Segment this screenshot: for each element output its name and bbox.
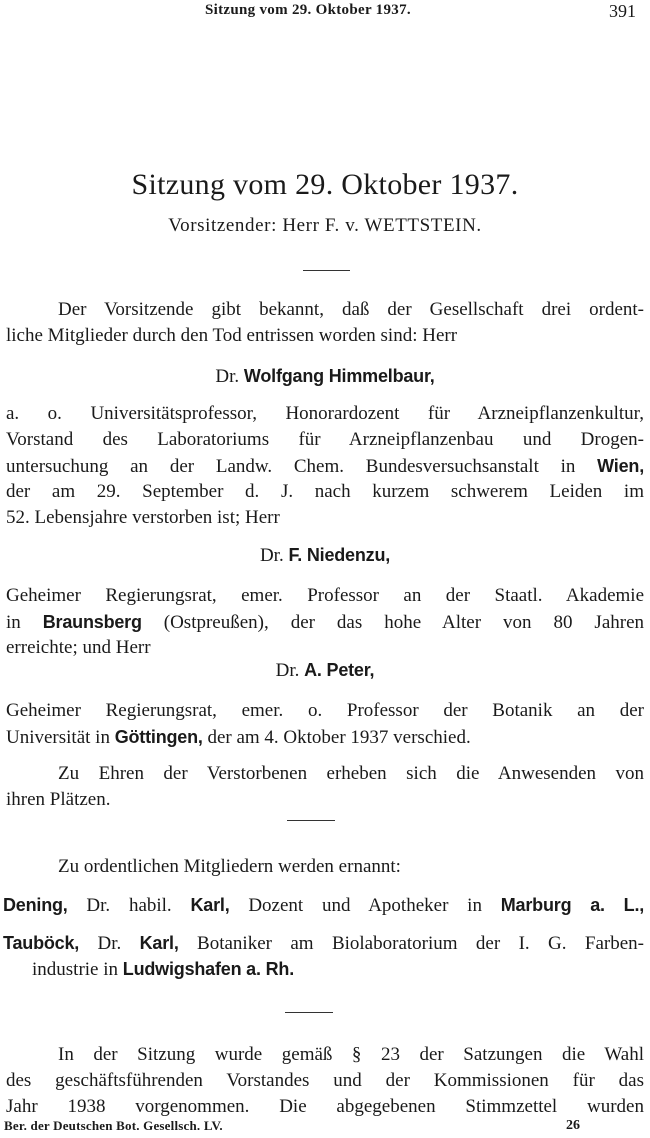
honor-line: Zu Ehren der Verstorbenen erheben sich die Anwesenden von [58,763,644,784]
member-entry: Dening, Dr. habil. Karl, Dozent und Apotheker in Marburg a. L., [3,895,645,916]
member-entry-continuation: industrie in Ludwigshafen a. Rh. [32,959,294,980]
election-line: Jahr 1938 vorgenommen. Die abgegebenen Stimmzettel wurden [6,1096,644,1117]
election-line: In der Sitzung wurde gemäß § 23 der Satzungen die Wahl [58,1044,644,1065]
announcement-line: liche Mitglieder durch den Tod entrissen worden sind: Herr [6,325,458,346]
obituary-line: in Braunsberg (Ostpreußen), der das hohe Alter von 80 Jahren [6,612,645,633]
obituary-line: Geheimer Regierungsrat, emer. Professor an der Staatl. Akademie [6,585,644,606]
obituary-line: Universität in Göttingen, der am 4. Oktober 1937 verschied. [6,727,471,748]
journal-footer: Ber. der Deutschen Bot. Gesellsch. LV. [4,1118,223,1133]
obituary-line: der am 29. September d. J. nach kurzem schwerem Leiden im [6,481,644,502]
chair-line: Vorsitzender: Herr F. v. WETTSTEIN. [168,215,482,236]
page-number: 391 [609,1,636,21]
obituary-line: untersuchung an der Landw. Chem. Bundesversuchsanstalt in Wien, [6,456,645,477]
new-members-heading: Zu ordentlichen Mitgliedern werden ernannt: [58,856,401,877]
session-title: Sitzung vom 29. Oktober 1937. [131,168,519,201]
divider-rule [285,1012,333,1013]
obituary-line: 52. Lebensjahre verstorben ist; Herr [6,507,280,528]
divider-rule [287,820,335,821]
deceased-name: Dr. Wolfgang Himmelbaur, [215,366,435,387]
obituary-line: Geheimer Regierungsrat, emer. o. Professor der Botanik an der [6,700,644,721]
obituary-line: erreichte; und Herr [6,637,151,658]
obituary-line: a. o. Universitätsprofessor, Honorardozent für Arzneipflanzenkultur, [6,403,644,424]
divider-rule [303,270,350,271]
deceased-name: Dr. A. Peter, [275,660,375,681]
member-entry: Tauböck, Dr. Karl, Botaniker am Biolaboratorium der I. G. Farben- [3,933,644,954]
honor-line: ihren Plätzen. [6,789,111,810]
running-head: Sitzung vom 29. Oktober 1937. [205,2,411,18]
obituary-line: Vorstand des Laboratoriums für Arzneipflanzenbau und Drogen- [6,429,644,450]
sheet-signature: 26 [566,1118,580,1133]
announcement-line: Der Vorsitzende gibt bekannt, daß der Gesellschaft drei ordent- [58,299,644,320]
deceased-name: Dr. F. Niedenzu, [259,545,391,566]
election-line: des geschäftsführenden Vorstandes und der Kommissionen für das [6,1070,644,1091]
